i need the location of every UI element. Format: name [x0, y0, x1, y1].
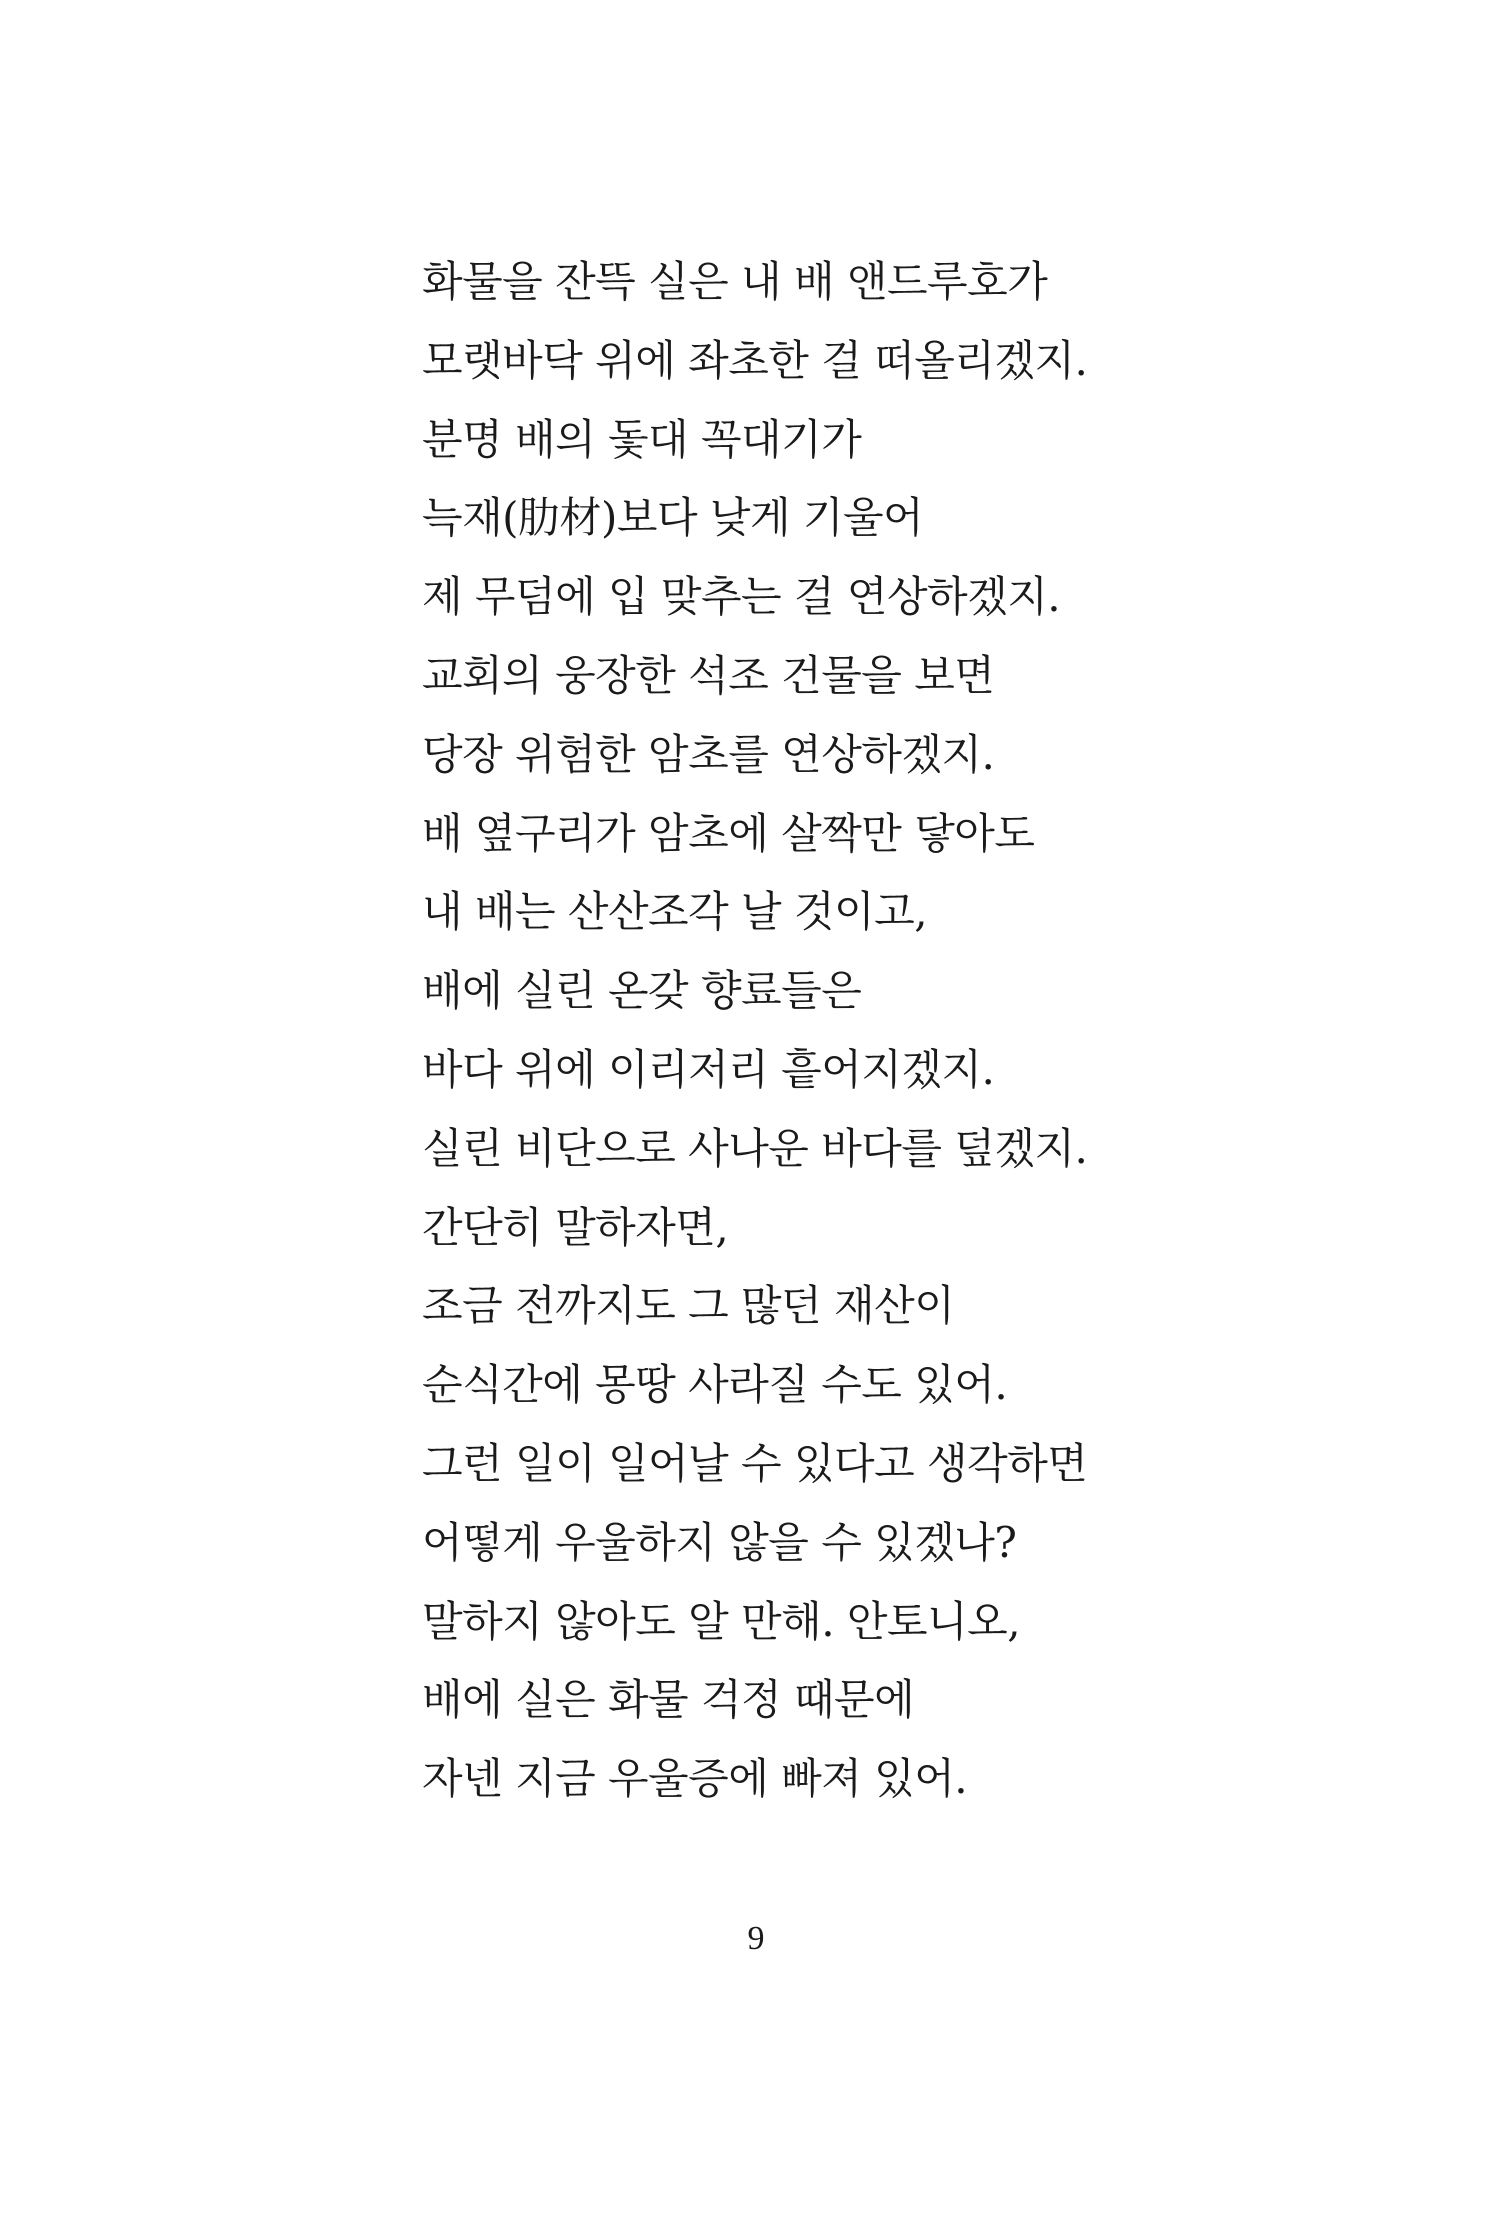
- poem-line: 내 배는 산산조각 날 것이고,: [422, 887, 928, 937]
- poem-line: 제 무덤에 입 맞추는 걸 연상하겠지.: [422, 572, 1061, 622]
- poem-line: 어떻게 우울하지 않을 수 있겠나?: [422, 1517, 1017, 1567]
- poem-line: 화물을 잔뜩 실은 내 배 앤드루호가: [422, 257, 1048, 306]
- poem-line: 실린 비단으로 사나운 바다를 덮겠지.: [422, 1123, 1088, 1173]
- poem-text: [422, 250, 1087, 1826]
- poem-line: 말하지 않아도 알 만해. 안토니오,: [422, 1596, 1021, 1646]
- poem-line: 모랫바닥 위에 좌초한 걸 떠올리겠지.: [422, 335, 1088, 385]
- poem-line: 조금 전까지도 그 많던 재산이: [422, 1281, 955, 1331]
- poem-line: 배 옆구리가 암초에 살짝만 닿아도: [422, 808, 1035, 858]
- poem-line: 당장 위험한 암초를 연상하겠지.: [422, 729, 995, 779]
- poem-line: 배에 실은 화물 걱정 때문에: [422, 1675, 915, 1725]
- poem-line: 교회의 웅장한 석조 건물을 보면: [422, 650, 995, 700]
- poem-line: 자넨 지금 우울증에 빠져 있어.: [422, 1754, 968, 1804]
- poem-line: 간단히 말하자면,: [422, 1202, 729, 1252]
- poem-line: 분명 배의 돛대 꼭대기가: [422, 414, 862, 464]
- poem-line: 그런 일이 일어날 수 있다고 생각하면: [422, 1438, 1088, 1488]
- poem-line: 배에 실린 온갖 향료들은: [422, 966, 862, 1016]
- poem-line: 순식간에 몽땅 사라질 수도 있어.: [422, 1360, 1008, 1410]
- poem-line: 바다 위에 이리저리 흩어지겠지.: [422, 1044, 995, 1094]
- poem-line: 늑재(肋材)보다 낮게 기울어: [422, 493, 924, 543]
- page-number: 9: [747, 1920, 765, 1957]
